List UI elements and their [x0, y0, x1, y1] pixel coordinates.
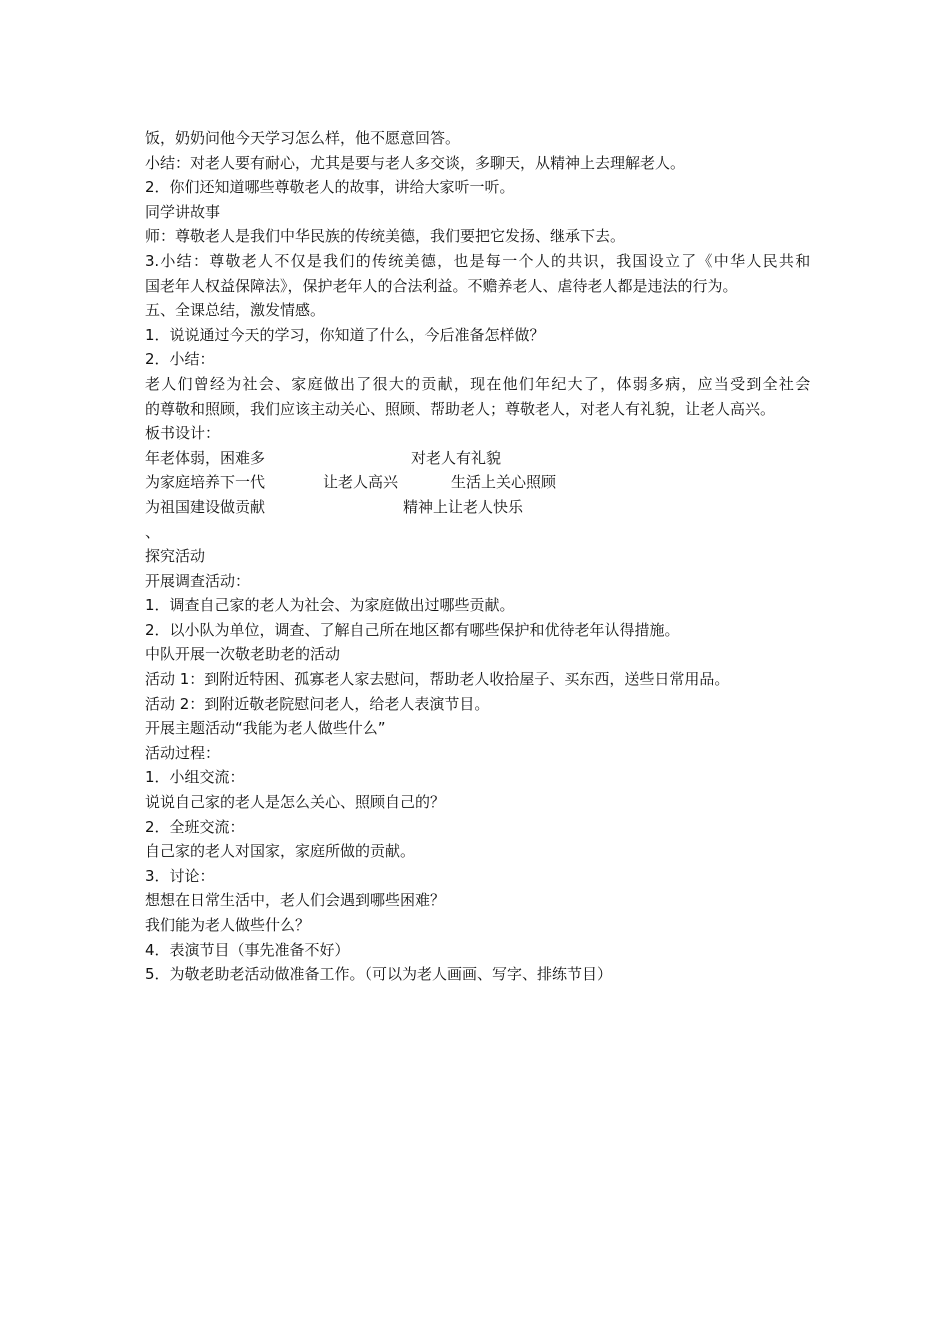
- paragraph-line: 想想在日常生活中，老人们会遇到哪些困难？: [145, 891, 446, 910]
- paragraph-line: 2．小结：: [145, 350, 215, 369]
- paragraph-line: 同学讲故事: [145, 202, 221, 221]
- paragraph-line: 3.小结：尊敬老人不仅是我们的传统美德，也是每一个人的共识，我国设立了《中华人民共和: [145, 251, 810, 270]
- paragraph-line: 2．以小队为单位，调查、了解自己所在地区都有哪些保护和优待老年认得措施。: [145, 620, 680, 639]
- paragraph-line: 师：尊敬老人是我们中华民族的传统美德，我们要把它发扬、继承下去。: [145, 227, 626, 246]
- board-cell: 年老体弱，困难多: [145, 448, 266, 467]
- paragraph-line: 自己家的老人对国家，家庭所做的贡献。: [145, 842, 416, 861]
- paragraph-line: 说说自己家的老人是怎么关心、照顾自己的？: [145, 793, 446, 812]
- paragraph-line: 开展调查活动：: [145, 571, 251, 590]
- paragraph-line: 国老年人权益保障法》，保护老年人的合法利益。不赡养老人、虐待老人都是违法的行为。: [145, 276, 738, 295]
- board-design-heading: 板书设计：: [145, 424, 221, 443]
- board-cell: 生活上关心照顾: [451, 473, 557, 492]
- paragraph-line: 1．调查自己家的老人为社会、为家庭做出过哪些贡献。: [145, 596, 515, 615]
- board-cell: 对老人有礼貌: [411, 448, 502, 467]
- board-cell: 为家庭培养下一代: [145, 473, 266, 492]
- paragraph-line: 的尊敬和照顾，我们应该主动关心、照顾、帮助老人；尊敬老人，对老人有礼貌，让老人高兴。: [145, 399, 776, 418]
- section-heading: 五、全课总结，激发情感。: [145, 301, 326, 320]
- paragraph-line: 1．小组交流：: [145, 768, 245, 787]
- board-cell: 让老人高兴: [323, 473, 399, 492]
- document-page: [145, 126, 810, 987]
- paragraph-line: 1．说说通过今天的学习，你知道了什么，今后准备怎样做？: [145, 325, 545, 344]
- paragraph-line: 2．全班交流：: [145, 817, 245, 836]
- paragraph-line: 活动 1：到附近特困、孤寡老人家去慰问，帮助老人收拾屋子、买东西，送些日常用品。: [145, 670, 730, 689]
- paragraph-line: 老人们曾经为社会、家庭做出了很大的贡献，现在他们年纪大了，体弱多病，应当受到全社会: [145, 374, 810, 393]
- paragraph-line: 3．讨论：: [145, 866, 215, 885]
- paragraph-line: 中队开展一次敬老助老的活动: [145, 645, 341, 664]
- paragraph-line: 2．你们还知道哪些尊敬老人的故事，讲给大家听一听。: [145, 178, 515, 197]
- paragraph-line: 、: [145, 522, 161, 541]
- paragraph-line: 5．为敬老助老活动做准备工作。（可以为老人画画、写字、排练节目）: [145, 965, 613, 984]
- paragraph-line: 活动过程：: [145, 743, 221, 762]
- paragraph-line: 饭，奶奶问他今天学习怎么样，他不愿意回答。: [145, 129, 461, 147]
- paragraph-line: 活动 2：到附近敬老院慰问老人，给老人表演节目。: [145, 694, 490, 713]
- paragraph-line: 4．表演节目（事先准备不好）: [145, 940, 350, 959]
- section-heading: 探究活动: [145, 547, 206, 566]
- board-cell: 精神上让老人快乐: [403, 497, 524, 516]
- board-row-2: [145, 470, 810, 495]
- paragraph-line: 开展主题活动“我能为老人做些什么”: [145, 719, 386, 738]
- paragraph-line: 我们能为老人做些什么？: [145, 916, 311, 934]
- paragraph-line: 小结：对老人要有耐心，尤其是要与老人多交谈，多聊天，从精神上去理解老人。: [145, 153, 686, 172]
- board-row-1: [145, 446, 810, 471]
- board-row-3: [145, 495, 810, 520]
- board-cell: 为祖国建设做贡献: [145, 497, 266, 516]
